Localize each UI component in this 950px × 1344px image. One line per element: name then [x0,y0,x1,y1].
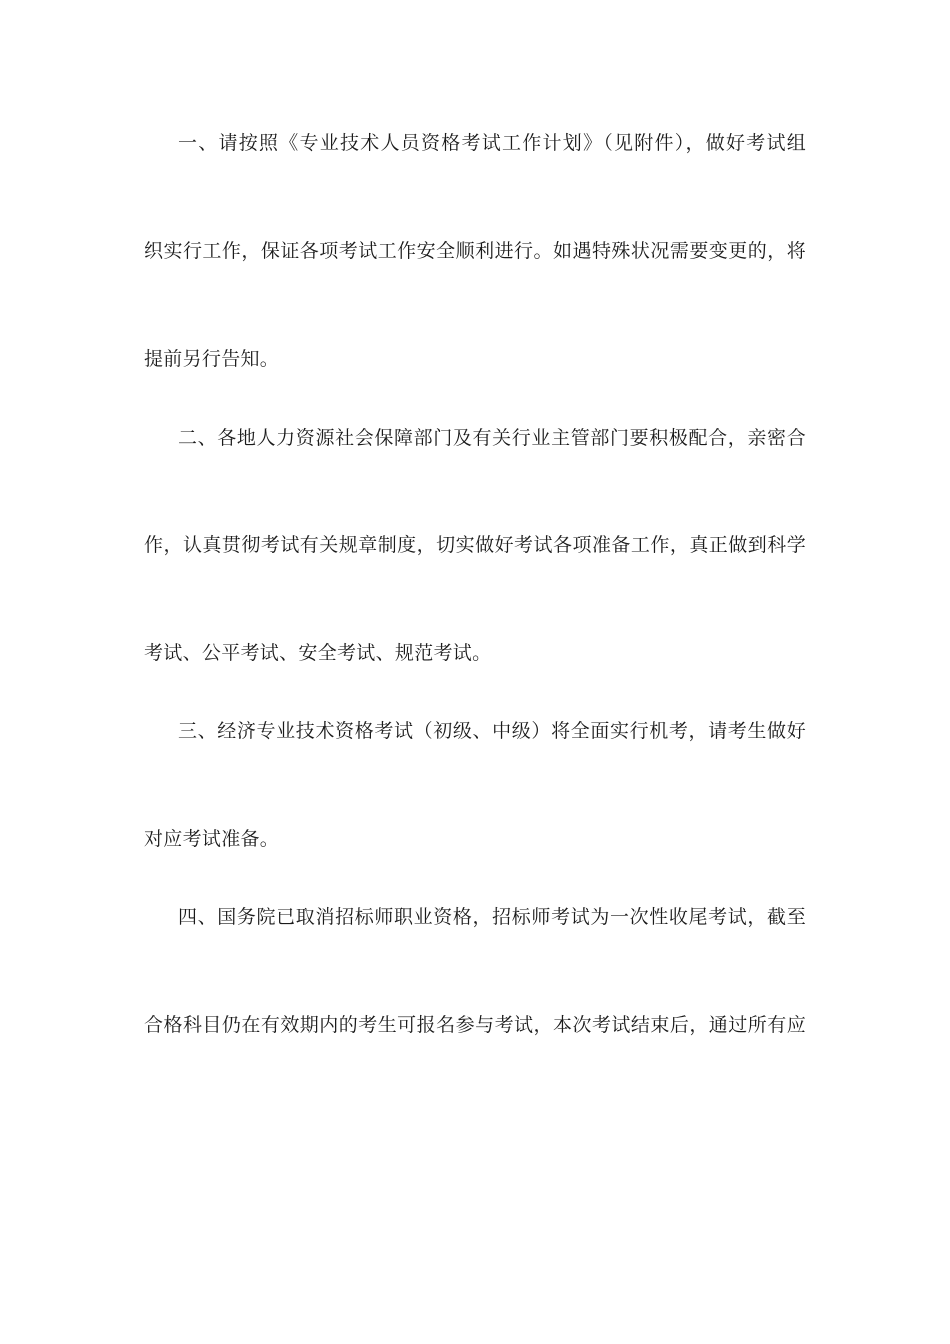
paragraph-3-line-1: 三、经济专业技术资格考试（初级、中级）将全面实行机考，请考生做好 [178,720,806,742]
paragraph-3-line-2: 对应考试准备。 [144,828,280,850]
paragraph-1-line-1: 一、请按照《专业技术人员资格考试工作计划》（见附件），做好考试组 [178,132,806,154]
paragraph-2-line-2: 作，认真贯彻考试有关规章制度，切实做好考试各项准备工作，真正做到科学 [144,534,806,556]
paragraph-4-line-1: 四、国务院已取消招标师职业资格，招标师考试为一次性收尾考试，截至 [178,906,806,928]
paragraph-2-line-3: 考试、公平考试、安全考试、规范考试。 [144,642,492,664]
paragraph-4-line-2: 合格科目仍在有效期内的考生可报名参与考试，本次考试结束后，通过所有应 [144,1014,806,1036]
paragraph-2-line-1: 二、各地人力资源社会保障部门及有关行业主管部门要积极配合，亲密合 [178,427,806,449]
paragraph-1-line-2: 织实行工作，保证各项考试工作安全顺利进行。如遇特殊状况需要变更的，将 [144,240,806,262]
paragraph-1-line-3: 提前另行告知。 [144,348,280,370]
